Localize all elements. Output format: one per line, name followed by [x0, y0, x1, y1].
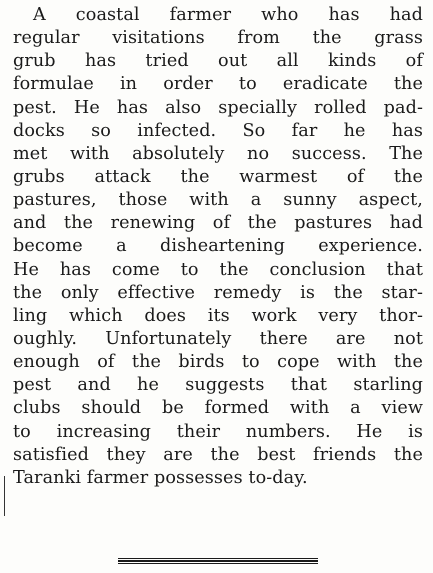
article-body — [13, 4, 423, 490]
end-of-article-rule — [118, 558, 318, 564]
article-line: enough of the birds to cope with the — [13, 352, 423, 373]
article-line: oughly. Unfortunately there are not — [13, 328, 423, 349]
article-line: Taranki farmer possesses to-day. — [13, 467, 308, 488]
article-line: grub has tried out all kinds of — [13, 51, 423, 72]
article-line: ling which does its work very thor- — [13, 305, 423, 326]
article-line: become a disheartening experience. — [13, 236, 423, 257]
article-line: regular visitations from the grass — [13, 28, 423, 49]
article-line: pastures, those with a sunny aspect, — [13, 190, 423, 211]
article-line: He has come to the conclusion that — [13, 259, 423, 280]
article-line: the only effective remedy is the star- — [13, 282, 423, 303]
article-line: and the renewing of the pastures had — [13, 213, 423, 234]
rule-line — [118, 558, 318, 559]
article-line: grubs attack the warmest of the — [13, 166, 423, 187]
article-line: A coastal farmer who has had — [33, 5, 423, 25]
article-line: met with absolutely no success. The — [13, 143, 423, 164]
rule-line — [118, 563, 318, 564]
article-line: to increasing their numbers. He is — [13, 421, 423, 442]
rule-line — [118, 560, 318, 562]
article-line: docks so infected. So far he has — [13, 120, 423, 141]
article-line: pest and he suggests that starling — [13, 375, 423, 396]
article-line: satisfied they are the best friends the — [13, 444, 423, 465]
margin-rule — [4, 476, 5, 516]
article-line: formulae in order to eradicate the — [13, 74, 423, 95]
article-line: pest. He has also specially rolled pad- — [13, 97, 423, 118]
article-line: clubs should be formed with a view — [13, 398, 423, 419]
